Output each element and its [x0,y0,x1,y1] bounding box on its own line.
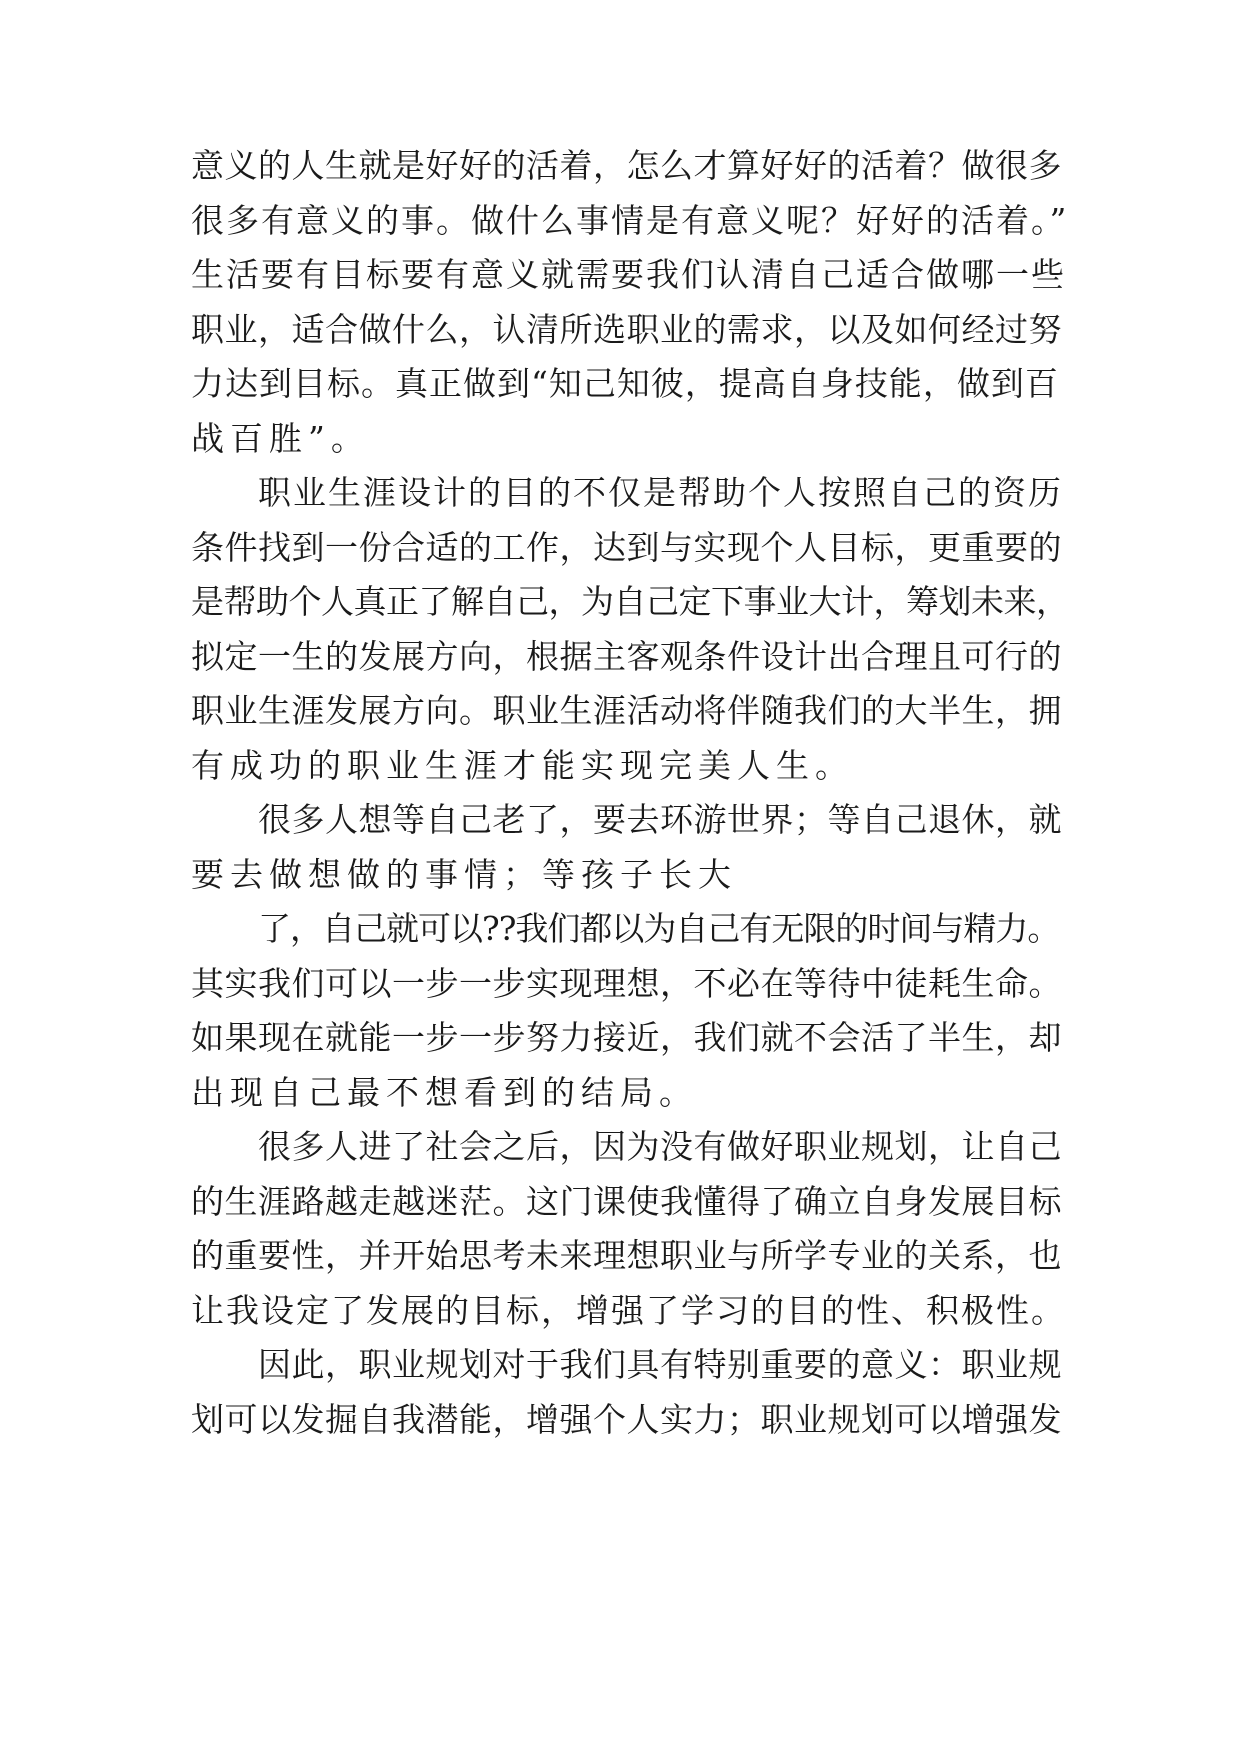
text-line: 条件找到一份合适的工作，达到与实现个人目标，更重要的 [191,528,1062,567]
text-line: 生活要有目标要有意义就需要我们认清自己适合做哪一些 [191,255,1066,294]
text-line: 力达到目标。真正做到“知己知彼，提高自身技能，做到百 [191,364,1059,403]
text-line: 划可以发掘自我潜能，增强个人实力；职业规划可以增强发 [191,1400,1062,1439]
text-line: 很多人想等自己老了，要去环游世界；等自己退休，就 [258,800,1062,839]
text-line: 了，自己就可以??我们都以为自己有无限的时间与精力。 [258,909,1060,948]
text-line: 很多有意义的事。做什么事情是有意义呢？好好的活着。” [191,201,1069,240]
text-line: 其实我们可以一步一步实现理想，不必在等待中徒耗生命。 [191,964,1062,1003]
text-line: 如果现在就能一步一步努力接近，我们就不会活了半生，却 [191,1018,1062,1057]
text-line: 战百胜”。 [191,419,370,458]
text-line: 职业，适合做什么，认清所选职业的需求，以及如何经过努 [191,310,1062,349]
text-line: 职业生涯发展方向。职业生涯活动将伴随我们的大半生，拥 [191,691,1062,730]
text-line: 出现自己最不想看到的结局。 [191,1073,698,1112]
text-line: 是帮助个人真正了解自己，为自己定下事业大计，筹划未来， [191,582,1069,621]
text-line: 职业生涯设计的目的不仅是帮助个人按照自己的资历 [258,473,1063,512]
text-line: 有成功的职业生涯才能实现完美人生。 [191,746,854,785]
text-line: 要去做想做的事情；等孩子长大 [191,855,737,894]
text-line: 很多人进了社会之后，因为没有做好职业规划，让自己 [258,1127,1062,1166]
text-line: 让我设定了发展的目标，增强了学习的目的性、积极性。 [191,1291,1066,1330]
text-line: 意义的人生就是好好的活着，怎么才算好好的活着？做很多 [191,146,1062,185]
text-line: 的生涯路越走越迷茫。这门课使我懂得了确立自身发展目标 [191,1182,1062,1221]
text-line: 因此，职业规划对于我们具有特别重要的意义：职业规 [258,1345,1062,1384]
text-line: 的重要性，并开始思考未来理想职业与所学专业的关系，也 [191,1236,1062,1275]
text-line: 拟定一生的发展方向，根据主客观条件设计出合理且可行的 [191,637,1062,676]
